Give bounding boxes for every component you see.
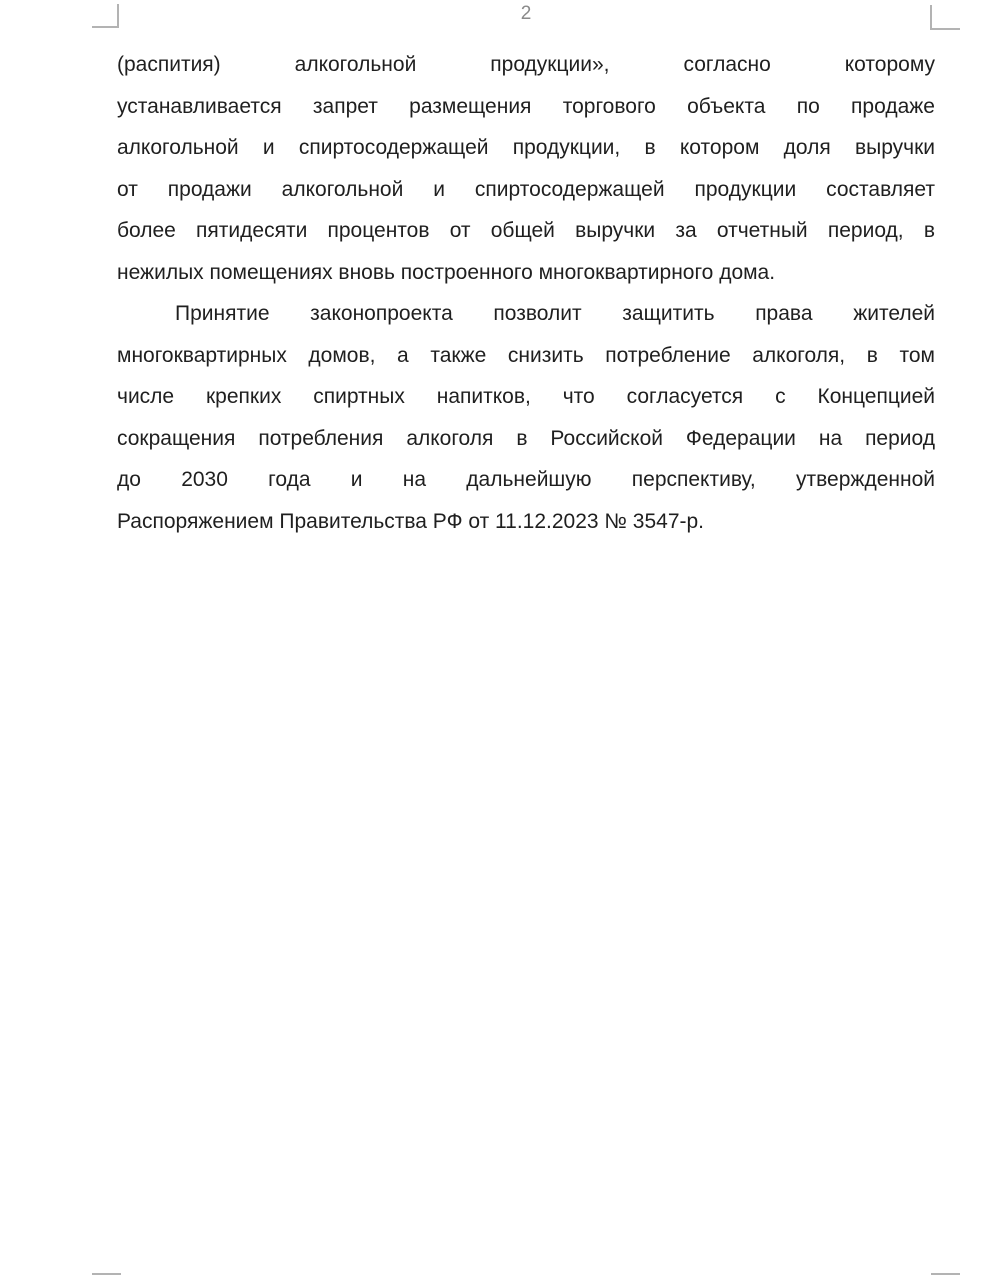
text-line: алкогольной и спиртосодержащей продукции, в котором доля выручки bbox=[117, 136, 935, 159]
text-line: числе крепких спиртных напитков, что согласуется с Концепцией bbox=[117, 385, 935, 408]
document-body bbox=[117, 44, 935, 542]
text-line: сокращения потребления алкоголя в Российской Федерации на период bbox=[117, 426, 935, 450]
text-line: (распития) алкогольной продукции», согласно которому bbox=[117, 53, 935, 76]
text-line: до 2030 года и на дальнейшую перспективу, утвержденной bbox=[117, 468, 935, 491]
text-line: более пятидесяти процентов от общей выручки за отчетный период, в bbox=[117, 219, 935, 242]
page-number: 2 bbox=[520, 3, 532, 24]
paragraph-1 bbox=[117, 44, 935, 293]
text-line: многоквартирных домов, а также снизить потребление алкоголя, в том bbox=[117, 343, 935, 367]
text-line: от продажи алкогольной и спиртосодержащей продукции составляет bbox=[117, 177, 935, 201]
text-line: нежилых помещениях вновь построенного многоквартирного дома. bbox=[117, 260, 776, 284]
crop-mark-bottom-left-icon bbox=[92, 1273, 121, 1275]
text-line: Принятие законопроекта позволит защитить права жителей bbox=[175, 302, 935, 325]
text-line: устанавливается запрет размещения торгового объекта по продаже bbox=[117, 94, 935, 118]
text-line: Распоряжением Правительства РФ от 11.12.2023 № 3547-р. bbox=[117, 509, 705, 533]
crop-mark-bottom-right-icon bbox=[931, 1273, 960, 1275]
paragraph-2 bbox=[117, 293, 935, 542]
crop-mark-top-left-icon bbox=[92, 4, 119, 28]
